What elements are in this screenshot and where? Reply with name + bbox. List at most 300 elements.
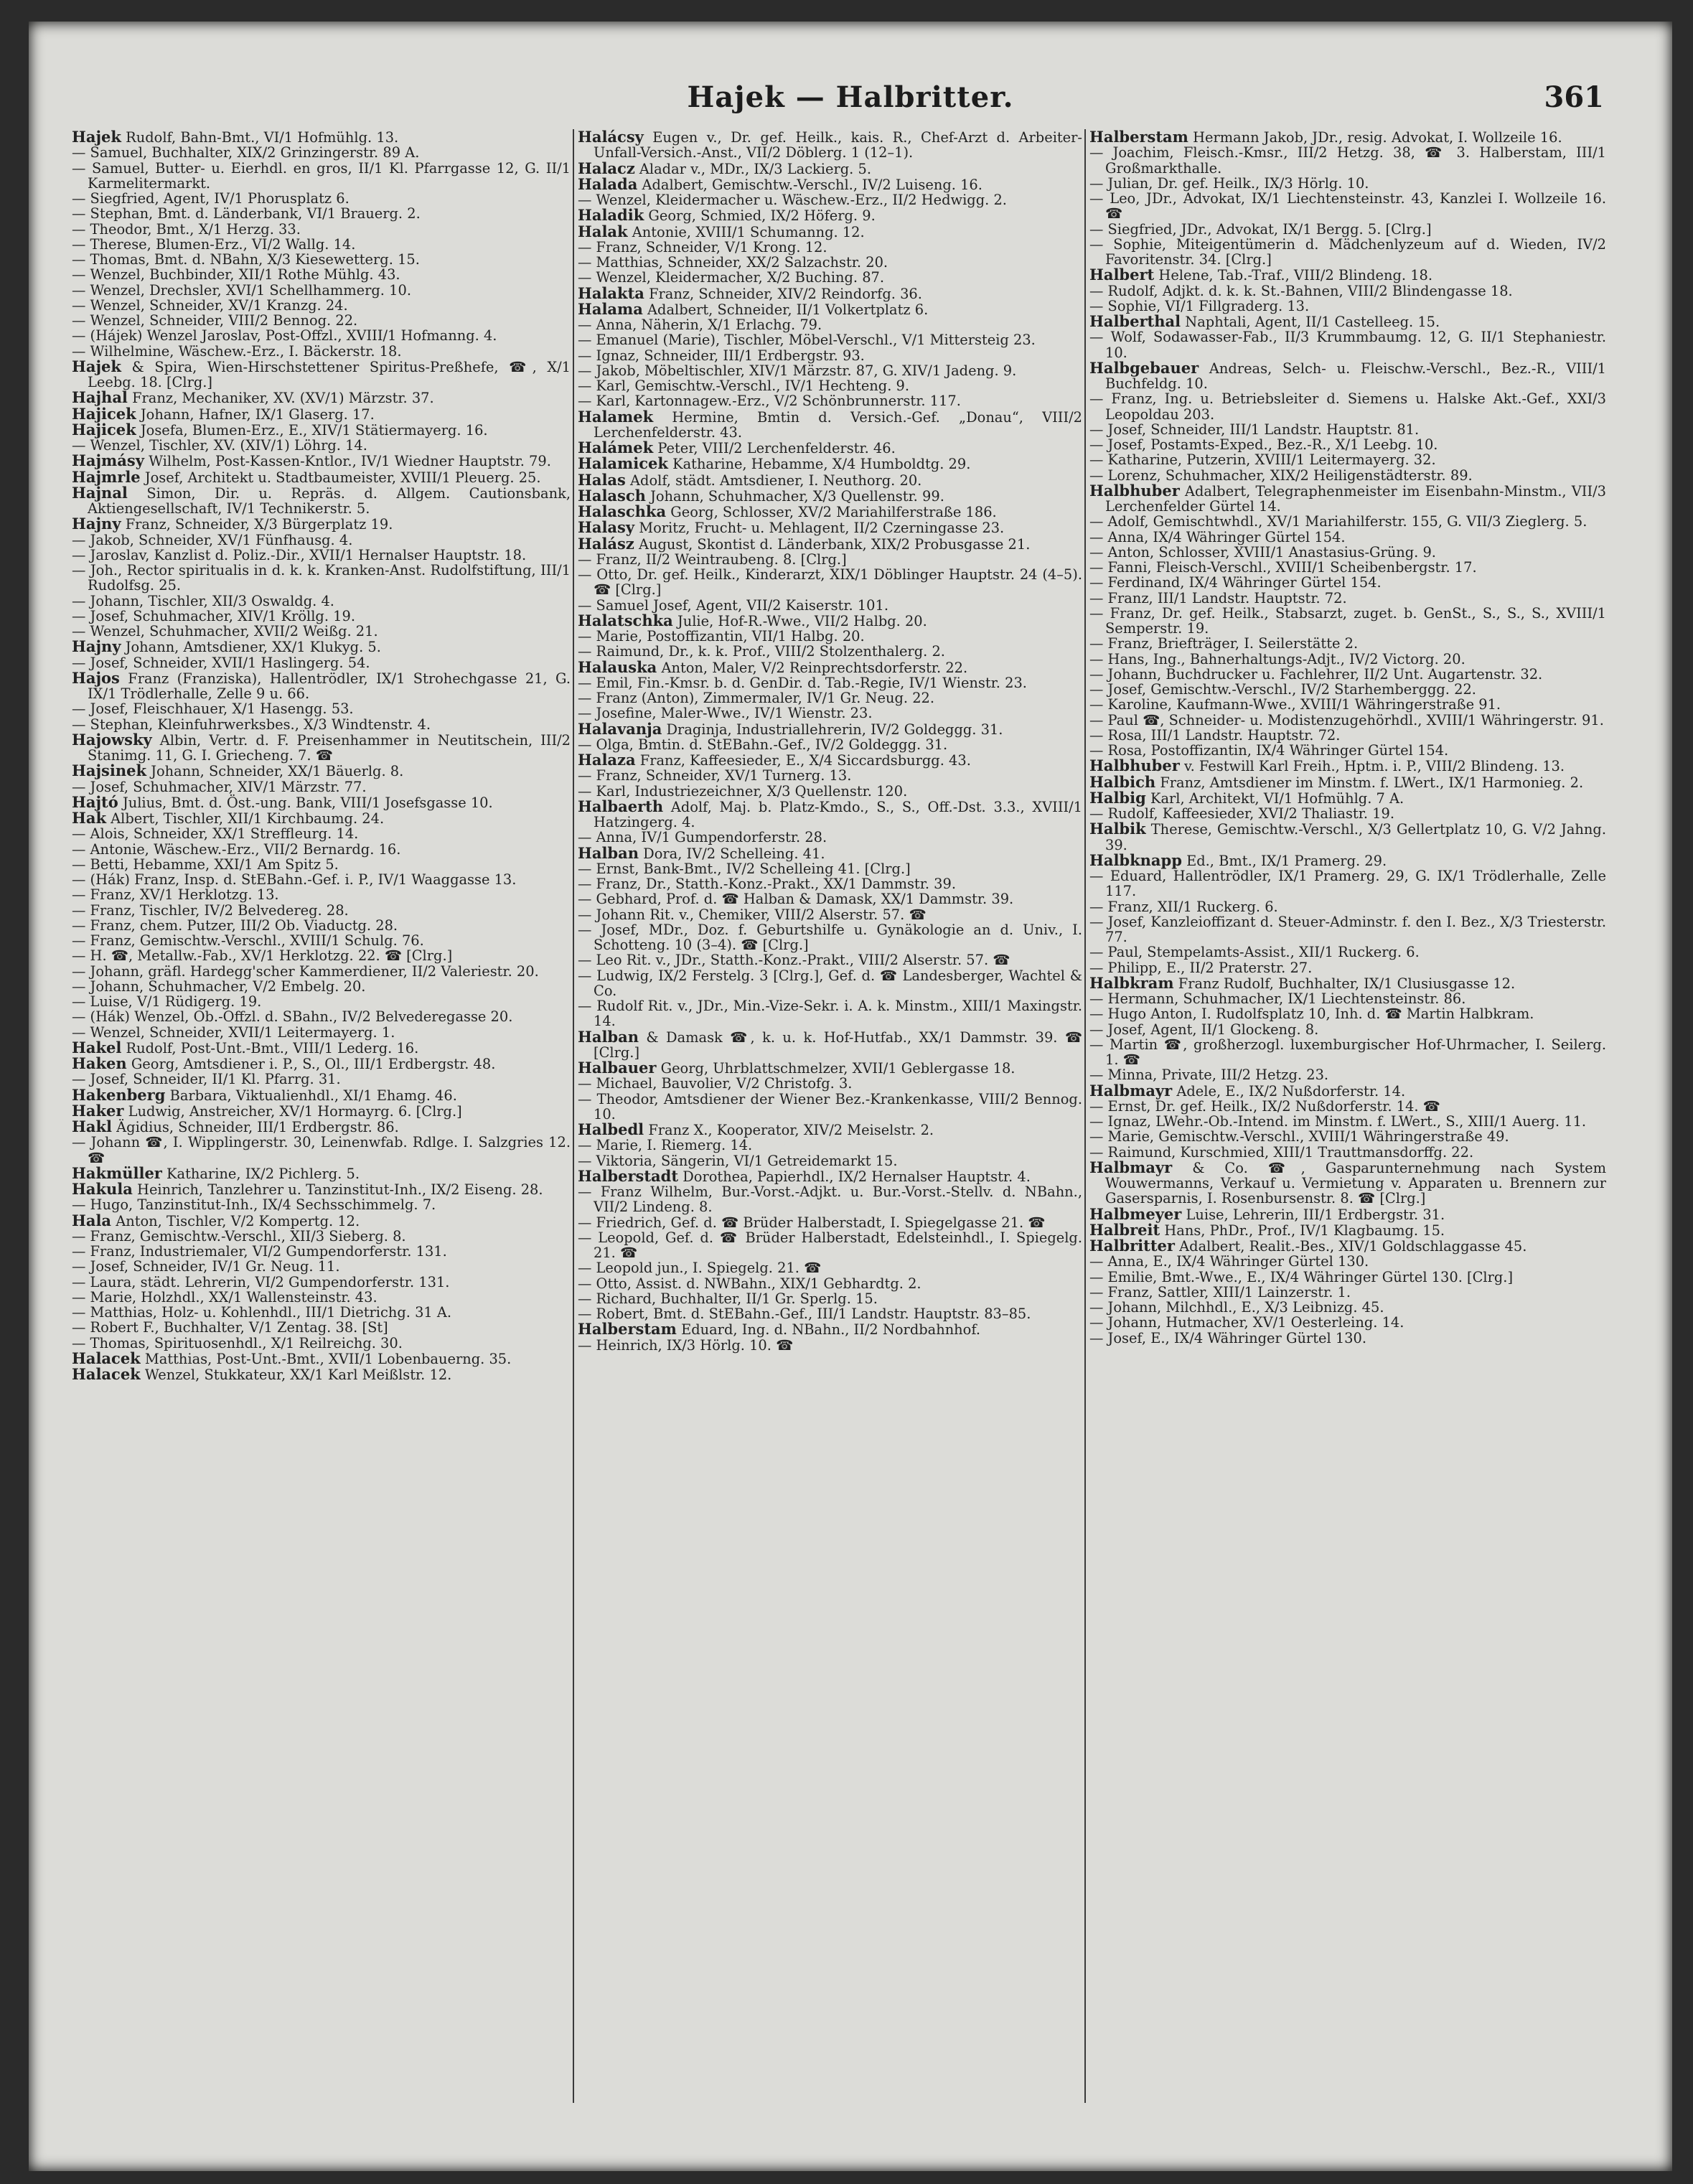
directory-entry: [578, 207, 1082, 223]
directory-entry: [578, 768, 1082, 783]
entry-surname: Halbaerth: [578, 797, 664, 815]
entry-text: — Theodor, Bmt., X/1 Herzg. 33.: [72, 220, 301, 238]
directory-entry: [72, 1275, 571, 1290]
column-right: [1089, 129, 1606, 2110]
entry-text: — Richard, Buchhalter, II/1 Gr. Sperlg. 15.: [578, 1290, 878, 1307]
directory-entry: [578, 520, 1082, 535]
entry-text: Georg, Amtsdiener i. P., S., Ol., III/1 Erdbergstr. 48.: [131, 1056, 496, 1072]
entry-text: Adolf, Maj. b. Platz-Kmdo., S., S., Off.-Dst. 3.3., XVIII/1 Hatzingerg. 4.: [594, 798, 1082, 830]
directory-entry: [72, 1229, 571, 1244]
entry-text: — Otto, Dr. gef. Heilk., Kinderarzt, XIX/1 Döblinger Hauptstr. 24 (4–5). ☎ [Clrg.]: [578, 566, 1082, 599]
directory-entry: [578, 363, 1082, 378]
directory-entry: [578, 721, 1082, 737]
directory-entry: [578, 317, 1082, 332]
directory-entry: [72, 1135, 571, 1166]
directory-entry: [72, 359, 571, 390]
directory-entry: [72, 1367, 571, 1382]
entry-text: — Adolf, Gemischtwhdl., XV/1 Mariahilferstr. 155, G. VII/3 Zieglerg. 5.: [1089, 513, 1588, 530]
entry-text: — Franz, Industriemaler, VI/2 Gumpendorferstr. 131.: [72, 1243, 447, 1260]
entry-surname: Halauska: [578, 657, 657, 676]
entry-text: — Franz, Sattler, XIII/1 Lainzerstr. 1.: [1089, 1283, 1351, 1300]
directory-entry: [72, 701, 571, 716]
entry-text: Franz Rudolf, Buchhalter, IX/1 Clusiusgasse 12.: [1178, 975, 1516, 992]
entry-surname: Halakta: [578, 283, 644, 302]
entry-text: — Jakob, Schneider, XV/1 Fünfhausg. 4.: [72, 531, 353, 548]
directory-entry: [578, 1122, 1082, 1138]
entry-text: — Franz, XV/1 Herklotzg. 13.: [72, 886, 279, 904]
directory-entry: [72, 964, 571, 979]
entry-surname: Halama: [578, 299, 643, 318]
directory-entry: [578, 174, 1082, 193]
entry-text: — Rudolf, Kaffeesieder, XVI/2 Thaliastr. 19.: [1089, 805, 1394, 822]
directory-entry: [72, 344, 571, 359]
entry-text: — Minna, Private, III/2 Hetzg. 23.: [1089, 1067, 1329, 1084]
entry-surname: Halbauer: [578, 1059, 657, 1077]
entry-text: — Leopold jun., I. Spiegelg. 21. ☎: [578, 1260, 822, 1277]
directory-entry: [1089, 728, 1606, 743]
entry-text: Adalbert, Realit.-Bes., XIV/1 Goldschlaggasse 45.: [1179, 1238, 1527, 1255]
entry-text: Karl, Architekt, VI/1 Hofmühlg. 7 A.: [1150, 789, 1404, 807]
directory-entry: [72, 1072, 571, 1087]
entry-surname: Hajny: [72, 515, 121, 533]
entry-text: Adalbert, Telegraphenmeister im Eisenbahn-Minstm., VII/3 Lerchenfelder Gürtel 14.: [1105, 482, 1606, 515]
entry-text: Hermann Jakob, JDr., resig. Advokat, I. Wollzeile 16.: [1193, 129, 1562, 146]
entry-text: — Franz, Schneider, V/1 Krong. 12.: [578, 238, 827, 256]
directory-entry: [1089, 697, 1606, 712]
entry-text: — Stephan, Kleinfuhrwerksbes., X/3 Windtenstr. 4.: [72, 716, 431, 733]
entry-text: Albin, Vertr. d. F. Preisenhammer in Neutitschein, III/2 Stanimg. 11, G. I. Griecheng. 7. ☎: [88, 731, 571, 764]
entry-text: Rudolf, Bahn-Bmt., VI/1 Hofmühlg. 13.: [126, 129, 399, 146]
directory-entry: [578, 536, 1082, 552]
directory-entry: [1089, 1114, 1606, 1129]
entry-text: — Franz Wilhelm, Bur.-Vorst.-Adjkt. u. Bur.-Vorst.-Stellv. d. NBahn., VII/2 Lindeng. 8.: [578, 1184, 1082, 1216]
directory-entry: [578, 192, 1082, 207]
entry-surname: Halász: [578, 534, 634, 553]
entry-text: — Thomas, Spirituosenhdl., X/1 Reilreichg. 30.: [72, 1334, 403, 1351]
directory-entry: [1089, 821, 1606, 853]
entry-text: — Jakob, Möbeltischler, XIV/1 Märzstr. 87, G. XIV/1 Jadeng. 9.: [578, 362, 1017, 379]
directory-entry: [72, 390, 571, 406]
entry-text: — Franz, Ing. u. Betriebsleiter d. Siemens u. Halske Akt.-Gef., XXI/3 Leopoldau 203.: [1089, 390, 1606, 423]
directory-entry: [578, 922, 1082, 953]
directory-entry: [1089, 667, 1606, 682]
entry-text: — Samuel Josef, Agent, VII/2 Kaiserstr. 101.: [578, 596, 888, 614]
directory-entry: [578, 255, 1082, 270]
directory-entry: [72, 469, 571, 485]
directory-entry: [1089, 483, 1606, 515]
directory-entry: [1089, 1160, 1606, 1206]
entry-text: — Julian, Dr. gef. Heilk., IX/3 Hörlg. 10.: [1089, 174, 1369, 192]
directory-entry: [72, 639, 571, 655]
entry-surname: Halban: [578, 1027, 639, 1046]
entry-text: — (Hák) Franz, Insp. d. StEBahn.-Gef. i. P., IV/1 Waaggasse 13.: [72, 871, 517, 888]
directory-entry: [578, 598, 1082, 613]
entry-text: — Alois, Schneider, XX/1 Streffleurg. 14.: [72, 825, 359, 843]
entry-text: & Co. ☎, Gasparunternehmung nach System Wouwermanns, Verkauf u. Vermietung v. Apparaten u. Brennern zur Gasersparnis, I. Rosenbursenstr. 8. ☎ [Clrg.]: [1105, 1159, 1606, 1207]
entry-surname: Halberstam: [1089, 129, 1188, 146]
entry-text: Franz, Schneider, X/3 Bürgerplatz 19.: [125, 516, 393, 533]
directory-entry: [72, 1305, 571, 1320]
directory-entry: [1089, 806, 1606, 821]
directory-entry: [578, 657, 1082, 676]
entry-text: Franz (Franziska), Hallentrödler, IX/1 Strohechgasse 21, G. IX/1 Trödlerhalle, Zelle 9 u. 66.: [88, 670, 571, 702]
directory-entry: [578, 737, 1082, 752]
entry-surname: Hajhal: [72, 388, 128, 407]
entry-surname: Halaza: [578, 751, 636, 769]
directory-entry: [578, 706, 1082, 721]
directory-entry: [578, 240, 1082, 255]
directory-entry: [1089, 991, 1606, 1006]
entry-text: — Otto, Assist. d. NWBahn., XIX/1 Gebhardtg. 2.: [578, 1275, 921, 1292]
entry-text: — Therese, Blumen-Erz., VI/2 Wallg. 14.: [72, 235, 356, 253]
directory-entry: [72, 516, 571, 532]
entry-text: — Samuel, Butter- u. Eierhdl. en gros, II/1 Kl. Pfarrgasse 12, G. II/1 Karmelitermarkt.: [72, 159, 571, 192]
entry-text: — Josef, Schneider, IV/1 Gr. Neug. 11.: [72, 1258, 340, 1275]
entry-text: — Karl, Gemischtw.-Verschl., IV/1 Hechteng. 9.: [578, 378, 910, 394]
entry-surname: Hajny: [72, 637, 121, 656]
entry-text: — Ludwig, IX/2 Ferstelg. 3 [Clrg.], Gef. d. ☎ Landesberger, Wachtel & Co.: [578, 967, 1082, 999]
entry-text: — Katharine, Putzerin, XVIII/1 Leitermayerg. 32.: [1089, 451, 1436, 469]
entry-text: — Leopold, Gef. d. ☎ Brüder Halberstadt, Edelsteinhdl., I. Spiegelg. 21. ☎: [578, 1229, 1082, 1261]
directory-entry: [72, 979, 571, 994]
entry-text: Hans, PhDr., Prof., IV/1 Klagbaumg. 15.: [1164, 1222, 1445, 1239]
entry-text: Dora, IV/2 Schelleing. 41.: [643, 845, 825, 862]
directory-entry: [1089, 945, 1606, 960]
directory-entry: [578, 488, 1082, 504]
directory-entry: [578, 332, 1082, 347]
entry-text: Julius, Bmt. d. Öst.-ung. Bank, VIII/1 Josefsgasse 10.: [122, 794, 493, 811]
entry-text: Albert, Tischler, XII/1 Kirchbaumg. 24.: [111, 810, 385, 827]
entry-text: — Hermann, Schuhmacher, IX/1 Liechtensteinstr. 86.: [1089, 990, 1466, 1007]
entry-text: — Heinrich, IX/3 Hörlg. 10. ☎: [578, 1336, 794, 1354]
directory-entry: [578, 629, 1082, 644]
entry-text: — H. ☎, Metallw.-Fab., XV/1 Herklotzg. 22. ☎ [Clrg.]: [72, 947, 453, 965]
entry-surname: Halbhuber: [1089, 481, 1180, 500]
entry-text: — Robert, Bmt. d. StEBahn.-Gef., III/1 Landstr. Hauptstr. 83–85.: [578, 1306, 1031, 1322]
directory-entry: [72, 313, 571, 328]
entry-surname: Hajos: [72, 668, 120, 687]
entry-text: — Fanni, Fleisch-Verschl., XVIII/1 Scheibenbergstr. 17.: [1089, 559, 1477, 576]
entry-surname: Halacek: [72, 1365, 141, 1383]
directory-entry: [72, 624, 571, 639]
entry-text: — Rudolf, Adjkt. d. k. k. St.-Bahnen, VIII/2 Blindengasse 18.: [1089, 282, 1513, 299]
directory-entry: [578, 552, 1082, 567]
directory-entry: [1089, 899, 1606, 914]
directory-entry: [72, 328, 571, 343]
entry-surname: Halbich: [1089, 772, 1156, 791]
directory-entry: [578, 998, 1082, 1029]
entry-text: — Franz, Schneider, XV/1 Turnerg. 13.: [578, 767, 852, 784]
entry-surname: Halamek: [578, 407, 654, 426]
directory-entry: [578, 224, 1082, 240]
entry-text: — Siegfried, JDr., Advokat, IX/1 Bergg. 5. [Clrg.]: [1089, 220, 1432, 238]
page-header: [29, 73, 1672, 116]
directory-entry: [578, 161, 1082, 177]
directory-entry: [578, 440, 1082, 456]
entry-text: Anton, Tischler, V/2 Kompertg. 12.: [116, 1212, 360, 1229]
column-divider: [573, 129, 574, 2103]
directory-entry: [1089, 868, 1606, 899]
entry-surname: Halbritter: [1089, 1237, 1175, 1255]
entry-text: — Paul, Stempelamts-Assist., XII/1 Ruckerg. 6.: [1089, 944, 1420, 961]
directory-entry: [1089, 1254, 1606, 1269]
directory-entry: [1089, 591, 1606, 606]
directory-page: [29, 22, 1672, 2171]
directory-entry: [1089, 758, 1606, 774]
directory-entry: [72, 283, 571, 298]
entry-text: — Martin ☎, großherzogl. luxemburgischer Hof-Uhrmacher, I. Seilerg. 1. ☎: [1089, 1036, 1606, 1068]
directory-entry: [578, 952, 1082, 967]
directory-entry: [72, 1119, 571, 1135]
entry-text: — Johann, Buchdrucker u. Fachlehrer, II/2 Unt. Augartenstr. 32.: [1089, 665, 1543, 683]
directory-entry: [72, 1009, 571, 1024]
entry-text: — Wenzel, Tischler, XV. (XIV/1) Löhrg. 14.: [72, 437, 367, 454]
directory-entry: [72, 779, 571, 795]
entry-surname: Halas: [578, 470, 626, 489]
entry-text: Dorothea, Papierhdl., IX/2 Hernalser Hauptstr. 4.: [683, 1168, 1031, 1185]
directory-entry: [1089, 1006, 1606, 1021]
directory-entry: [578, 1184, 1082, 1215]
entry-text: — Philipp, E., II/2 Praterstr. 27.: [1089, 959, 1313, 976]
directory-entry: [578, 1276, 1082, 1291]
directory-entry: [72, 1290, 571, 1305]
directory-entry: [1089, 636, 1606, 651]
directory-entry: [1089, 283, 1606, 299]
directory-entry: [1089, 1129, 1606, 1144]
entry-text: Katharine, IX/2 Pichlerg. 5.: [167, 1165, 360, 1182]
entry-text: — Lorenz, Schuhmacher, XIX/2 Heiligenstädterstr. 89.: [1089, 467, 1473, 484]
directory-entry: [1089, 391, 1606, 422]
directory-entry: [72, 1087, 571, 1103]
directory-entry: [1089, 129, 1606, 145]
entry-text: Aladar v., MDr., IX/3 Lackierg. 5.: [639, 160, 871, 177]
entry-surname: Hajowsky: [72, 730, 152, 749]
entry-surname: Hajek: [72, 357, 121, 375]
entry-text: — Thomas, Bmt. d. NBahn, X/3 Kiesewetterg. 15.: [72, 251, 420, 268]
directory-entry: [578, 968, 1082, 999]
entry-surname: Halaschka: [578, 502, 667, 520]
entry-surname: Halámek: [578, 439, 654, 456]
entry-text: — Johann ☎, I. Wipplingerstr. 30, Leinenwfab. Rdlge. I. Salzgries 12. ☎: [72, 1134, 571, 1166]
entry-text: — Hans, Ing., Bahnerhaltungs-Adjt., IV/2 Victorg. 20.: [1089, 650, 1465, 667]
page-title: Hajek — Halbritter.: [687, 80, 1014, 114]
directory-entry: [1089, 1083, 1606, 1099]
entry-text: — Wenzel, Buchbinder, XII/1 Rothe Mühlg. 43.: [72, 266, 400, 283]
entry-text: Anton, Maler, V/2 Reinprechtsdorferstr. 22.: [661, 659, 968, 676]
entry-text: Julie, Hof-R.-Wwe., VII/2 Halbg. 20.: [677, 612, 927, 629]
directory-entry: [578, 876, 1082, 891]
entry-text: — Matthias, Holz- u. Kohlenhdl., III/1 Dietrichg. 31 A.: [72, 1304, 452, 1321]
entry-text: — Wolf, Sodawasser-Fab., II/3 Krummbaumg. 12, G. II/1 Stephaniestr. 10.: [1089, 329, 1606, 361]
entry-text: Andreas, Selch- u. Fleischw.-Verschl., Bez.-R., VIII/1 Buchfeldg. 10.: [1105, 360, 1606, 392]
directory-entry: [72, 252, 571, 267]
entry-text: — Wenzel, Schuhmacher, XVII/2 Weißg. 21.: [72, 623, 378, 639]
entry-text: — Matthias, Schneider, XX/2 Salzachstr. 20.: [578, 254, 888, 271]
directory-entry: [1089, 743, 1606, 758]
entry-text: — Karoline, Kaufmann-Wwe., XVIII/1 Währingerstraße 91.: [1089, 696, 1501, 713]
entry-text: — Josef, Agent, II/1 Glockeng. 8.: [1089, 1021, 1319, 1038]
entry-text: — Marie, Gemischtw.-Verschl., XVIII/1 Währingerstraße 49.: [1089, 1128, 1509, 1145]
entry-text: — Friedrich, Gef. d. ☎ Brüder Halberstadt, I. Spiegelgasse 21. ☎: [578, 1214, 1046, 1231]
directory-entry: [578, 283, 1082, 302]
entry-surname: Halacz: [578, 159, 635, 177]
directory-entry: [1089, 1300, 1606, 1315]
directory-entry: [578, 1321, 1082, 1337]
entry-text: — Josef, Schneider, III/1 Landstr. Hauptstr. 81.: [1089, 421, 1420, 438]
entry-text: — Josef, Schuhmacher, XIV/1 Kröllg. 19.: [72, 607, 355, 624]
entry-text: Eugen v., Dr. gef. Heilk., kais. R., Chef-Arzt d. Arbeiter-Unfall-Versich.-Anst., VII/2 Döblerg. 1 (12–1).: [594, 129, 1082, 161]
directory-entry: [578, 393, 1082, 408]
entry-surname: Halbreit: [1089, 1220, 1160, 1239]
directory-entry: [72, 732, 571, 764]
directory-entry: [72, 548, 571, 563]
entry-text: Georg, Schlosser, XV/2 Mariahilferstraße 186.: [670, 504, 997, 520]
entry-text: — Anna, IX/4 Währinger Gürtel 154.: [1089, 528, 1346, 545]
directory-entry: [72, 485, 571, 517]
entry-surname: Halamicek: [578, 454, 668, 473]
directory-entry: [578, 613, 1082, 629]
entry-text: — Marie, I. Riemerg. 14.: [578, 1137, 753, 1154]
directory-entry: [578, 752, 1082, 768]
entry-text: & Spira, Wien-Hirschstettener Spiritus-Preßhefe, ☎, X/1 Leebg. 18. [Clrg.]: [88, 358, 571, 390]
entry-text: — Michael, Bauvolier, V/2 Christofg. 3.: [578, 1075, 853, 1092]
directory-entry: [1089, 960, 1606, 975]
directory-entry: [72, 655, 571, 670]
entry-text: — Emanuel (Marie), Tischler, Möbel-Verschl., V/1 Mittersteig 23.: [578, 332, 1036, 349]
entry-text: — Marie, Postoffizantin, VII/1 Halbg. 20.: [578, 628, 865, 645]
entry-text: — Wenzel, Schneider, XVII/1 Leitermayerg. 1.: [72, 1023, 395, 1041]
entry-surname: Hakula: [72, 1180, 133, 1198]
directory-entry: [578, 675, 1082, 690]
entry-surname: Halada: [578, 174, 638, 193]
directory-entry: [1089, 1315, 1606, 1330]
entry-surname: Hajsinek: [72, 761, 147, 780]
entry-text: — Josef, Schuhmacher, XIV/1 Märzstr. 77.: [72, 778, 367, 795]
entry-text: Johann, Schuhmacher, X/3 Quellenstr. 99.: [650, 487, 944, 505]
entry-text: — Leo Rit. v., JDr., Statth.-Konz.-Prakt., VIII/2 Alserstr. 57. ☎: [578, 952, 1010, 969]
entry-text: Heinrich, Tanzlehrer u. Tanzinstitut-Inh., IX/2 Eiseng. 28.: [137, 1181, 543, 1198]
directory-entry: [1089, 452, 1606, 467]
entry-surname: Halasy: [578, 518, 635, 537]
directory-entry: [72, 1259, 571, 1274]
directory-entry: [1089, 222, 1606, 237]
directory-entry: [72, 948, 571, 963]
directory-entry: [1089, 1222, 1606, 1238]
directory-entry: [578, 1230, 1082, 1261]
directory-entry: [1089, 560, 1606, 575]
directory-entry: [1089, 1285, 1606, 1300]
entry-surname: Halbert: [1089, 266, 1155, 284]
entry-text: Eduard, Ing. d. NBahn., II/2 Nordbahnhof.: [681, 1321, 980, 1339]
entry-text: Moritz, Frucht- u. Mehlagent, II/2 Czerningasse 23.: [639, 520, 1005, 537]
directory-entry: [578, 456, 1082, 472]
directory-entry: [578, 270, 1082, 285]
directory-entry: [72, 872, 571, 887]
entry-surname: Halácsy: [578, 129, 644, 146]
directory-entry: [72, 438, 571, 453]
directory-entry: [578, 784, 1082, 799]
entry-text: — Johann, gräfl. Hardegg'scher Kammerdiener, II/2 Valeriestr. 20.: [72, 962, 539, 980]
entry-text: — Franz, Tischler, IV/2 Belvedereg. 28.: [72, 901, 349, 919]
entry-text: Barbara, Viktualienhdl., XI/1 Ehamg. 46.: [169, 1087, 457, 1104]
directory-entry: [1089, 267, 1606, 283]
directory-entry: [578, 830, 1082, 845]
directory-entry: [1089, 329, 1606, 360]
entry-text: — (Hájek) Wenzel Jaroslav, Post-Offzl., XVIII/1 Hofmanng. 4.: [72, 327, 497, 345]
entry-text: — Franz, Dr., Statth.-Konz.-Prakt., XX/1 Dammstr. 39.: [578, 876, 957, 892]
directory-entry: [1089, 1145, 1606, 1160]
directory-entry: [1089, 422, 1606, 437]
entry-text: — Hugo Anton, I. Rudolfsplatz 10, Inh. d. ☎ Martin Halbkram.: [1089, 1006, 1534, 1023]
directory-entry: [1089, 299, 1606, 314]
directory-entry: [72, 792, 571, 811]
entry-surname: Hajicek: [72, 404, 136, 423]
directory-entry: [1089, 360, 1606, 392]
entry-text: Helene, Tab.-Traf., VIII/2 Blindeng. 18.: [1158, 267, 1433, 284]
directory-entry: [72, 161, 571, 192]
entry-text: Peter, VIII/2 Lerchenfelderstr. 46.: [657, 440, 896, 456]
directory-entry: [578, 690, 1082, 706]
directory-entry: [72, 994, 571, 1009]
directory-entry: [578, 129, 1082, 161]
directory-entry: [72, 1197, 571, 1212]
entry-text: Georg, Schmied, IX/2 Höferg. 9.: [648, 207, 876, 225]
entry-text: — Laura, städt. Lehrerin, VI/2 Gumpendorferstr. 131.: [72, 1273, 450, 1290]
directory-entry: [1089, 468, 1606, 483]
entry-text: — Franz, Gemischtw.-Verschl., XVIII/1 Schulg. 76.: [72, 932, 424, 949]
directory-entry: [72, 826, 571, 841]
entry-text: — Johann Rit. v., Chemiker, VIII/2 Alserstr. 57. ☎: [578, 906, 927, 923]
directory-entry: [72, 129, 571, 145]
entry-text: — Josef, Kanzleioffizant d. Steuer-Adminstr. f. den I. Bez., X/3 Triesterstr. 77.: [1089, 913, 1606, 945]
directory-entry: [1089, 652, 1606, 667]
directory-entry: [72, 670, 571, 702]
entry-text: Johann, Amtsdiener, XX/1 Klukyg. 5.: [125, 639, 381, 656]
directory-entry: [72, 1213, 571, 1229]
entry-text: — Josef, E., IX/4 Währinger Gürtel 130.: [1089, 1329, 1367, 1346]
entry-text: Ed., Bmt., IX/1 Pramerg. 29.: [1186, 852, 1387, 869]
entry-text: v. Festwill Karl Freih., Hptm. i. P., VIII/2 Blindeng. 13.: [1183, 758, 1565, 775]
entry-text: — Jaroslav, Kanzlist d. Poliz.-Dir., XVII/1 Hernalser Hauptstr. 18.: [72, 546, 527, 563]
directory-entry: [578, 1338, 1082, 1353]
entry-surname: Haladik: [578, 206, 644, 225]
entry-text: — Wenzel, Schneider, VIII/2 Bennog. 22.: [72, 312, 358, 329]
entry-text: — Wenzel, Drechsler, XVI/1 Schellhammerg. 10.: [72, 281, 411, 299]
directory-entry: [1089, 774, 1606, 790]
entry-text: — Samuel, Buchhalter, XIX/2 Grinzingerstr. 89 A.: [72, 144, 420, 161]
entry-text: — Karl, Kartonnagew.-Erz., V/2 Schönbrunnerstr. 117.: [578, 393, 961, 410]
entry-text: Wilhelm, Post-Kassen-Kntlor., IV/1 Wiedner Hauptstr. 79.: [149, 453, 551, 470]
entry-surname: Halbknapp: [1089, 850, 1182, 869]
entry-text: — Franz, II/2 Weintraubeng. 8. [Clrg.]: [578, 550, 847, 568]
column-left: [72, 129, 571, 2110]
directory-entry: [578, 1138, 1082, 1153]
entry-text: Adalbert, Schneider, II/1 Volkertplatz 6.: [647, 301, 929, 318]
entry-text: Adalbert, Gemischtw.-Verschl., IV/2 Luiseng. 16.: [642, 176, 982, 193]
entry-text: — Rudolf Rit. v., JDr., Min.-Vize-Sekr. i. A. k. Minstm., XIII/1 Maxingstr. 14.: [578, 998, 1082, 1030]
directory-entry: [1089, 1099, 1606, 1114]
directory-entry: [72, 1056, 571, 1072]
entry-text: Rudolf, Post-Unt.-Bmt., VIII/1 Lederg. 16.: [126, 1039, 419, 1056]
column-divider: [1084, 129, 1086, 2103]
entry-text: Adele, E., IX/2 Nußdorferstr. 14.: [1176, 1082, 1406, 1100]
directory-entry: [1089, 713, 1606, 728]
entry-surname: Hajek: [72, 129, 121, 146]
entry-surname: Halban: [578, 843, 639, 862]
directory-entry: [72, 222, 571, 237]
entry-surname: Hajicek: [72, 420, 136, 439]
entry-text: — Ignaz, LWehr.-Ob.-Intend. im Minstm. f. LWert., S., XIII/1 Auerg. 11.: [1089, 1113, 1587, 1130]
